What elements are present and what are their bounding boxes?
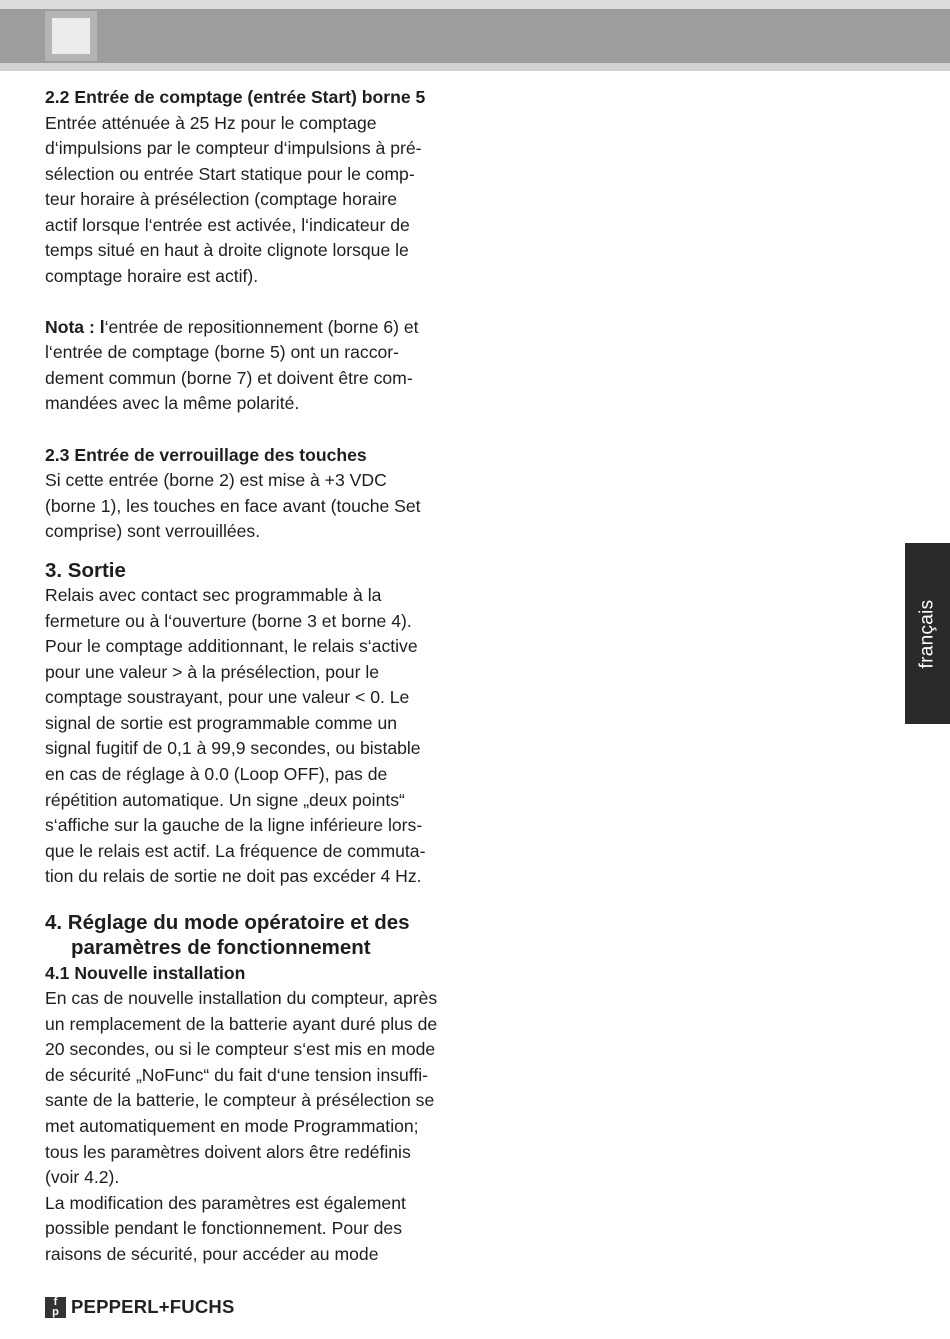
page-body (45, 85, 470, 1267)
text-line: de sécurité „NoFunc“ du fait d‘une tension insuffi- (45, 1064, 429, 1085)
text-line: dement commun (borne 7) et doivent être com- (45, 367, 413, 388)
section-4-1-heading: 4.1 Nouvelle installation (45, 962, 246, 983)
section-2-2-body (45, 111, 470, 290)
text-line: En cas de nouvelle installation du compteur, après (45, 988, 438, 1009)
text-line: pour une valeur > à la présélection, pour le (45, 661, 380, 682)
note-body (45, 340, 470, 417)
text-line: teur horaire à présélection (comptage horaire (45, 189, 398, 210)
text-line: comptage soustrayant, pour une valeur < 0. Le (45, 687, 410, 708)
text-line: un remplacement de la batterie ayant duré plus de (45, 1013, 438, 1034)
text-line: signal de sortie est programmable comme un (45, 712, 398, 733)
header-bar (0, 9, 950, 63)
section-3-body (45, 583, 470, 890)
text-line: l‘entrée de comptage (borne 5) ont un raccor- (45, 342, 400, 363)
section-4-1-body (45, 986, 470, 1267)
brand-logo-mark: f p (45, 1297, 66, 1318)
text-line: possible pendant le fonctionnement. Pour des (45, 1218, 403, 1239)
text-line: Si cette entrée (borne 2) est mise à +3 VDC (45, 470, 387, 491)
text-line: fermeture ou à l‘ouverture (borne 3 et borne 4). (45, 610, 412, 631)
language-tab (905, 543, 950, 724)
header-top-strip (0, 0, 950, 9)
text-line: tous les paramètres doivent alors être redéfinis (45, 1141, 411, 1162)
text-line: Pour le comptage additionnant, le relais s‘active (45, 636, 418, 657)
section-4-heading-line1: 4. Réglage du mode opératoire et des (45, 910, 410, 934)
text-line: met automatiquement en mode Programmation; (45, 1115, 419, 1136)
note-paragraph-first-line (45, 315, 470, 341)
section-2-2-heading: 2.2 Entrée de comptage (entrée Start) borne 5 (45, 87, 426, 107)
header-square-mark (45, 11, 97, 61)
text-line: temps situé en haut à droite clignote lorsque le (45, 240, 409, 261)
text-line: comptage horaire est actif). (45, 265, 259, 286)
text-line: sante de la batterie, le compteur à présélection se (45, 1090, 435, 1111)
text-line: mandées avec la même polarité. (45, 393, 300, 414)
section-2-3-heading: 2.3 Entrée de verrouillage des touches (45, 444, 367, 465)
note-label: Nota : l (45, 316, 105, 337)
text-line: (voir 4.2). (45, 1167, 120, 1188)
text-line: (borne 1), les touches en face avant (touche Set (45, 495, 421, 516)
text-line: comprise) sont verrouillées. (45, 521, 261, 542)
section-2-3-body (45, 468, 470, 545)
header-rule (0, 63, 950, 71)
text-line: d‘impulsions par le compteur d‘impulsions à pré- (45, 138, 422, 159)
note-first-line-text: ‘entrée de repositionnement (borne 6) et (104, 316, 419, 337)
text-line: raisons de sécurité, pour accéder au mode (45, 1243, 379, 1264)
text-line: que le relais est actif. La fréquence de commuta- (45, 840, 426, 861)
text-line: s‘affiche sur la gauche de la ligne inférieure lors- (45, 815, 423, 836)
text-line: signal fugitif de 0,1 à 99,9 secondes, ou bistable (45, 738, 421, 759)
brand-name: PEPPERL+FUCHS (71, 1296, 235, 1317)
section-4-heading-line2: paramètres de fonctionnement (71, 936, 371, 960)
text-line: La modification des paramètres est également (45, 1192, 406, 1213)
text-line: en cas de réglage à 0.0 (Loop OFF), pas de (45, 763, 388, 784)
text-line: sélection ou entrée Start statique pour le comp- (45, 163, 415, 184)
language-tab-label: français (916, 599, 938, 668)
text-line: Entrée atténuée à 25 Hz pour le comptage (45, 112, 377, 133)
brand-logo (45, 1295, 234, 1319)
text-line: 20 secondes, ou si le compteur s‘est mis en mode (45, 1039, 436, 1060)
section-3-heading: 3. Sortie (45, 558, 126, 582)
text-line: actif lorsque l‘entrée est activée, l‘indicateur de (45, 214, 410, 235)
text-line: tion du relais de sortie ne doit pas excéder 4 Hz. (45, 866, 422, 887)
text-line: Relais avec contact sec programmable à la (45, 585, 382, 606)
text-line: répétition automatique. Un signe „deux points“ (45, 789, 405, 810)
